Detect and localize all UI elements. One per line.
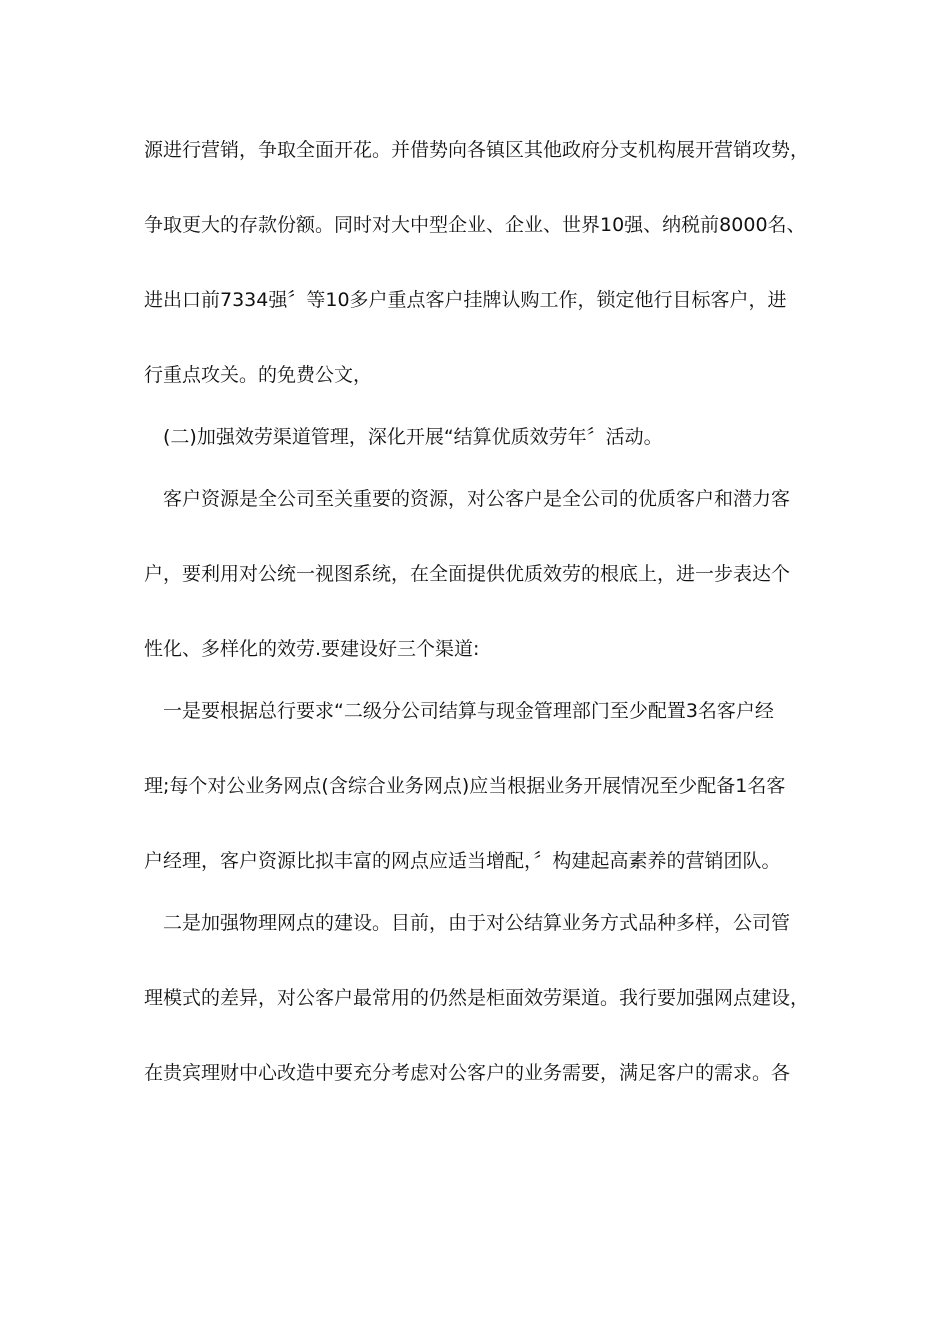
paragraph-line-9: 一是要根据总行要求“二级分公司结算与现金管理部门至少配置3名客户经: [163, 700, 774, 722]
paragraph-line-2: 争取更大的存款份额。同时对大中型企业、企业、世界10强、纳税前8000名、: [144, 214, 806, 236]
section-heading: (二)加强效劳渠道管理，深化开展“结算优质效劳年〞活动。: [163, 426, 663, 448]
paragraph-line-6: 客户资源是全公司至关重要的资源，对公客户是全公司的优质客户和潜力客: [163, 488, 791, 510]
paragraph-line-11: 户经理，客户资源比拟丰富的网点应适当增配，〞构建起高素养的营销团队。: [144, 850, 781, 872]
paragraph-line-7: 户，要利用对公统一视图系统，在全面提供优质效劳的根底上，进一步表达个: [144, 563, 791, 585]
paragraph-line-12: 二是加强物理网点的建设。目前，由于对公结算业务方式品种多样，公司管: [163, 912, 791, 934]
paragraph-line-4: 行重点攻关。的免费公文，: [144, 364, 373, 386]
paragraph-line-3: 进出口前7334强〞等10多户重点客户挂牌认购工作，锁定他行目标客户，进: [144, 289, 787, 311]
paragraph-line-14: 在贵宾理财中心改造中要充分考虑对公客户的业务需要，满足客户的需求。各: [144, 1062, 791, 1084]
paragraph-line-8: 性化、多样化的效劳.要建设好三个渠道:: [144, 638, 480, 660]
paragraph-line-10: 理;每个对公业务网点(含综合业务网点)应当根据业务开展情况至少配备1名客: [144, 775, 786, 797]
paragraph-line-1: 源进行营销，争取全面开花。并借势向各镇区其他政府分支机构展开营销攻势，: [144, 139, 810, 161]
paragraph-line-13: 理模式的差异，对公客户最常用的仍然是柜面效劳渠道。我行要加强网点建设，: [144, 987, 810, 1009]
